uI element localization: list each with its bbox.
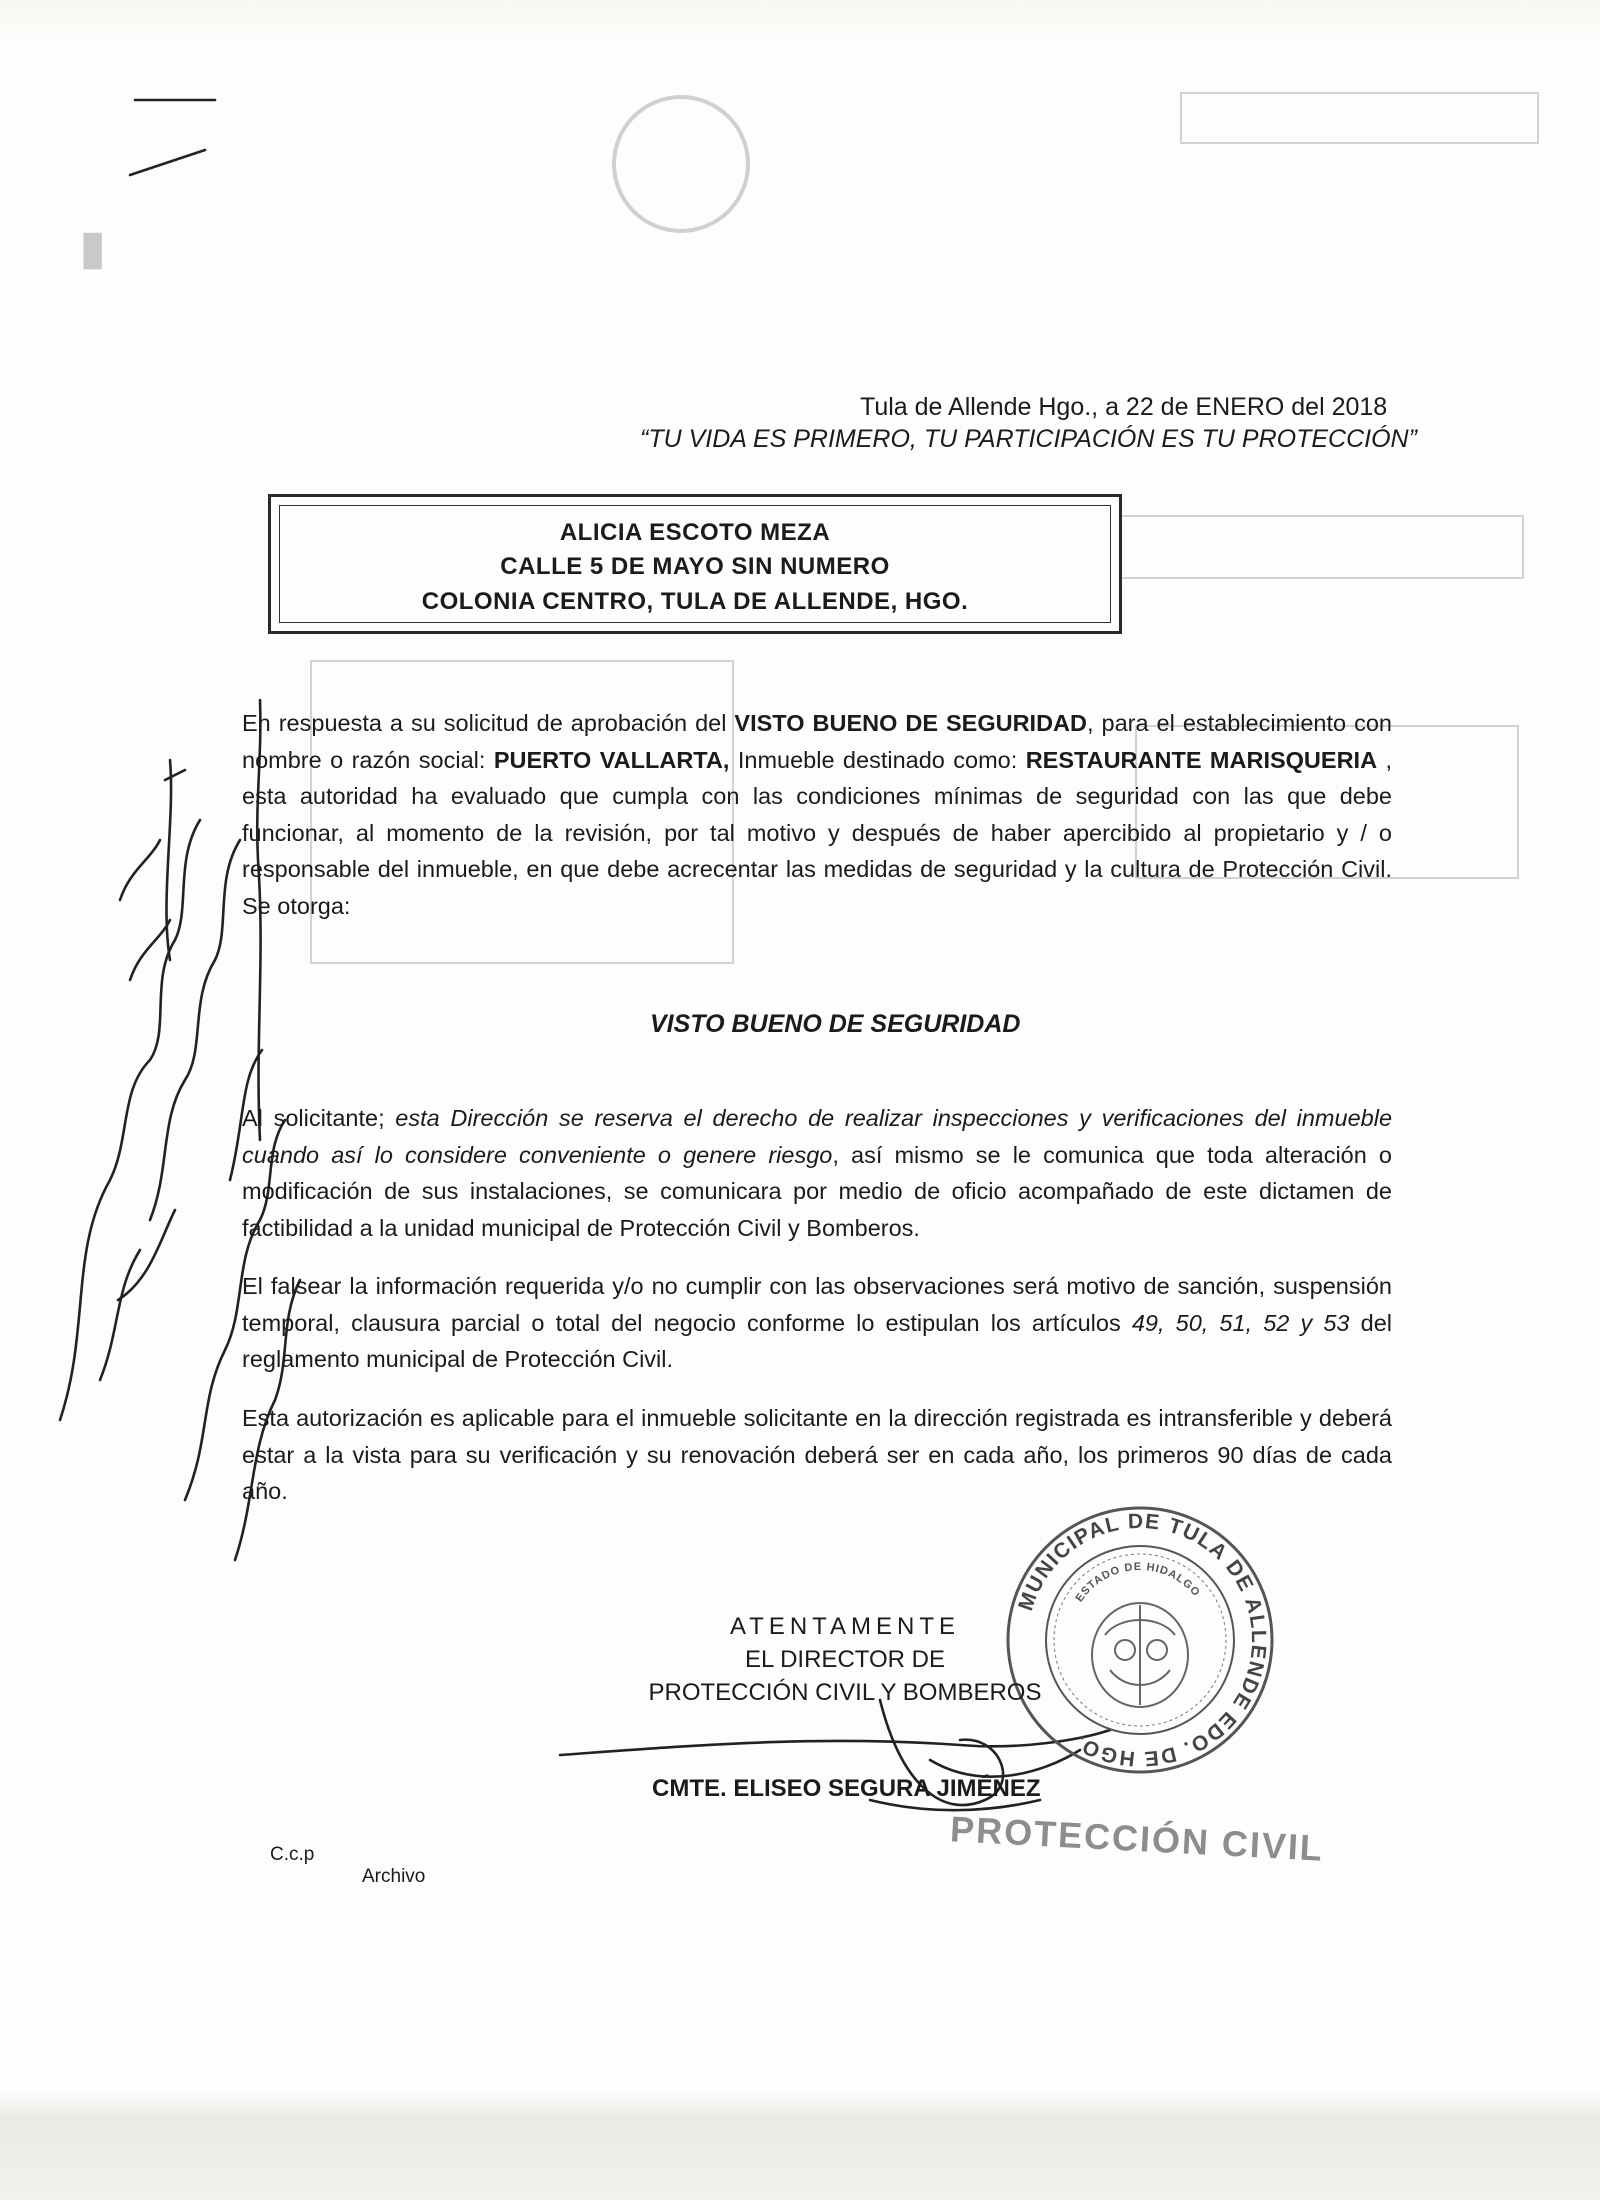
signer-title-1: EL DIRECTOR DE: [744, 1646, 946, 1673]
motto: “TU VIDA ES PRIMERO, TU PARTICIPACIÓN ES TU PROTECCIÓN”: [640, 425, 1417, 453]
solicitante-text-a: Al solicitante;: [242, 1105, 396, 1131]
intro-text-1: En respuesta a su solicitud de aprobación del: [242, 710, 735, 736]
autorizacion-paragraph: Esta autorización es aplicable para el inmueble solicitante en la dirección registrada es intransferible y deberá estar a la vista para su verificación y su renovación deberá ser en cada año, los primeros 90 días de cada año.: [242, 1405, 1392, 1504]
date-line: Tula de Allende Hgo., a 22 de ENERO del 2018: [860, 393, 1388, 421]
intro-paragraph: [242, 705, 1392, 924]
intro-visto-bueno: VISTO BUENO DE SEGURIDAD: [734, 710, 1087, 736]
bleed-through-logo: ▮: [80, 221, 106, 273]
falsear-text-c: del reglamento municipal de Protección Civil.: [242, 1309, 1392, 1372]
svg-text:ESTADO DE HIDALGO: [1073, 1561, 1202, 1604]
closing-atentamente: ATENTAMENTE: [729, 1613, 961, 1640]
signature-block: [640, 1610, 1050, 1709]
intro-text-4: , esta autoridad ha evaluado que cumpla con las condiciones mínimas de seguridad con las que debe funcionar, al momento de la revisión, por tal motivo y después de haber apercibido al propietario y / o responsable del inmueble, en que debe acrecentar las medidas de seguridad y la cultura de Protección Civil. Se otorga:: [242, 746, 1392, 919]
recipient-name: ALICIA ESCOTO MEZA: [559, 519, 831, 546]
svg-text:MUNICIPAL DE TULA DE ALLENDE E: [1014, 1510, 1270, 1770]
falsear-text-a: El falsear la información requerida y/o no cumplir con las observaciones será motivo de sanción, suspensión temporal, clausura parcial o total del negocio conforme lo estipulan los artículos: [242, 1273, 1392, 1336]
section-title: VISTO BUENO DE SEGURIDAD: [650, 1010, 1021, 1038]
seal-footer-text: PROTECCIÓN CIVIL: [949, 1808, 1325, 1869]
recipient-street: CALLE 5 DE MAYO SIN NUMERO: [500, 553, 890, 580]
intro-text-3: Inmueble destinado como:: [729, 746, 1026, 773]
solicitante-text-b: esta Dirección se reserva el derecho de realizar inspecciones y verificaciones del inmueble cuando así lo considere conveniente o genere riesgo: [242, 1105, 1393, 1168]
business-name: PUERTO VALLARTA,: [493, 746, 730, 773]
falsear-articles: 49, 50, 51, 52 y 53: [1131, 1309, 1350, 1336]
intro-text-2: , para el establecimiento con nombre o razón social:: [242, 710, 1392, 773]
ccp-label: C.c.p: [270, 1844, 315, 1865]
solicitante-text-c: , así mismo se le comunica que toda alteración o modificación de sus instalaciones, se comunicara por medio de oficio acompañado de este dictamen de factibilidad a la unidad municipal de Protección Civil y Bomberos.: [242, 1141, 1392, 1241]
solicitante-paragraph: [242, 1100, 1392, 1246]
seal-ring-text: MUNICIPAL DE TULA DE ALLENDE EDO. DE HGO.: [1014, 1509, 1271, 1771]
recipient-box: [268, 494, 1122, 634]
property-use: RESTAURANTE MARISQUERIA: [1025, 746, 1378, 773]
seal-inner-text: ESTADO DE HIDALGO: [1073, 1560, 1203, 1605]
signer-title-2: PROTECCIÓN CIVIL Y BOMBEROS: [648, 1679, 1042, 1706]
recipient-colony: COLONIA CENTRO, TULA DE ALLENDE, HGO.: [421, 588, 969, 615]
archivo-label: Archivo: [362, 1866, 426, 1887]
signer-name: CMTE. ELISEO SEGURA JIMÉNEZ: [652, 1775, 1041, 1802]
falsear-paragraph: [242, 1268, 1392, 1378]
